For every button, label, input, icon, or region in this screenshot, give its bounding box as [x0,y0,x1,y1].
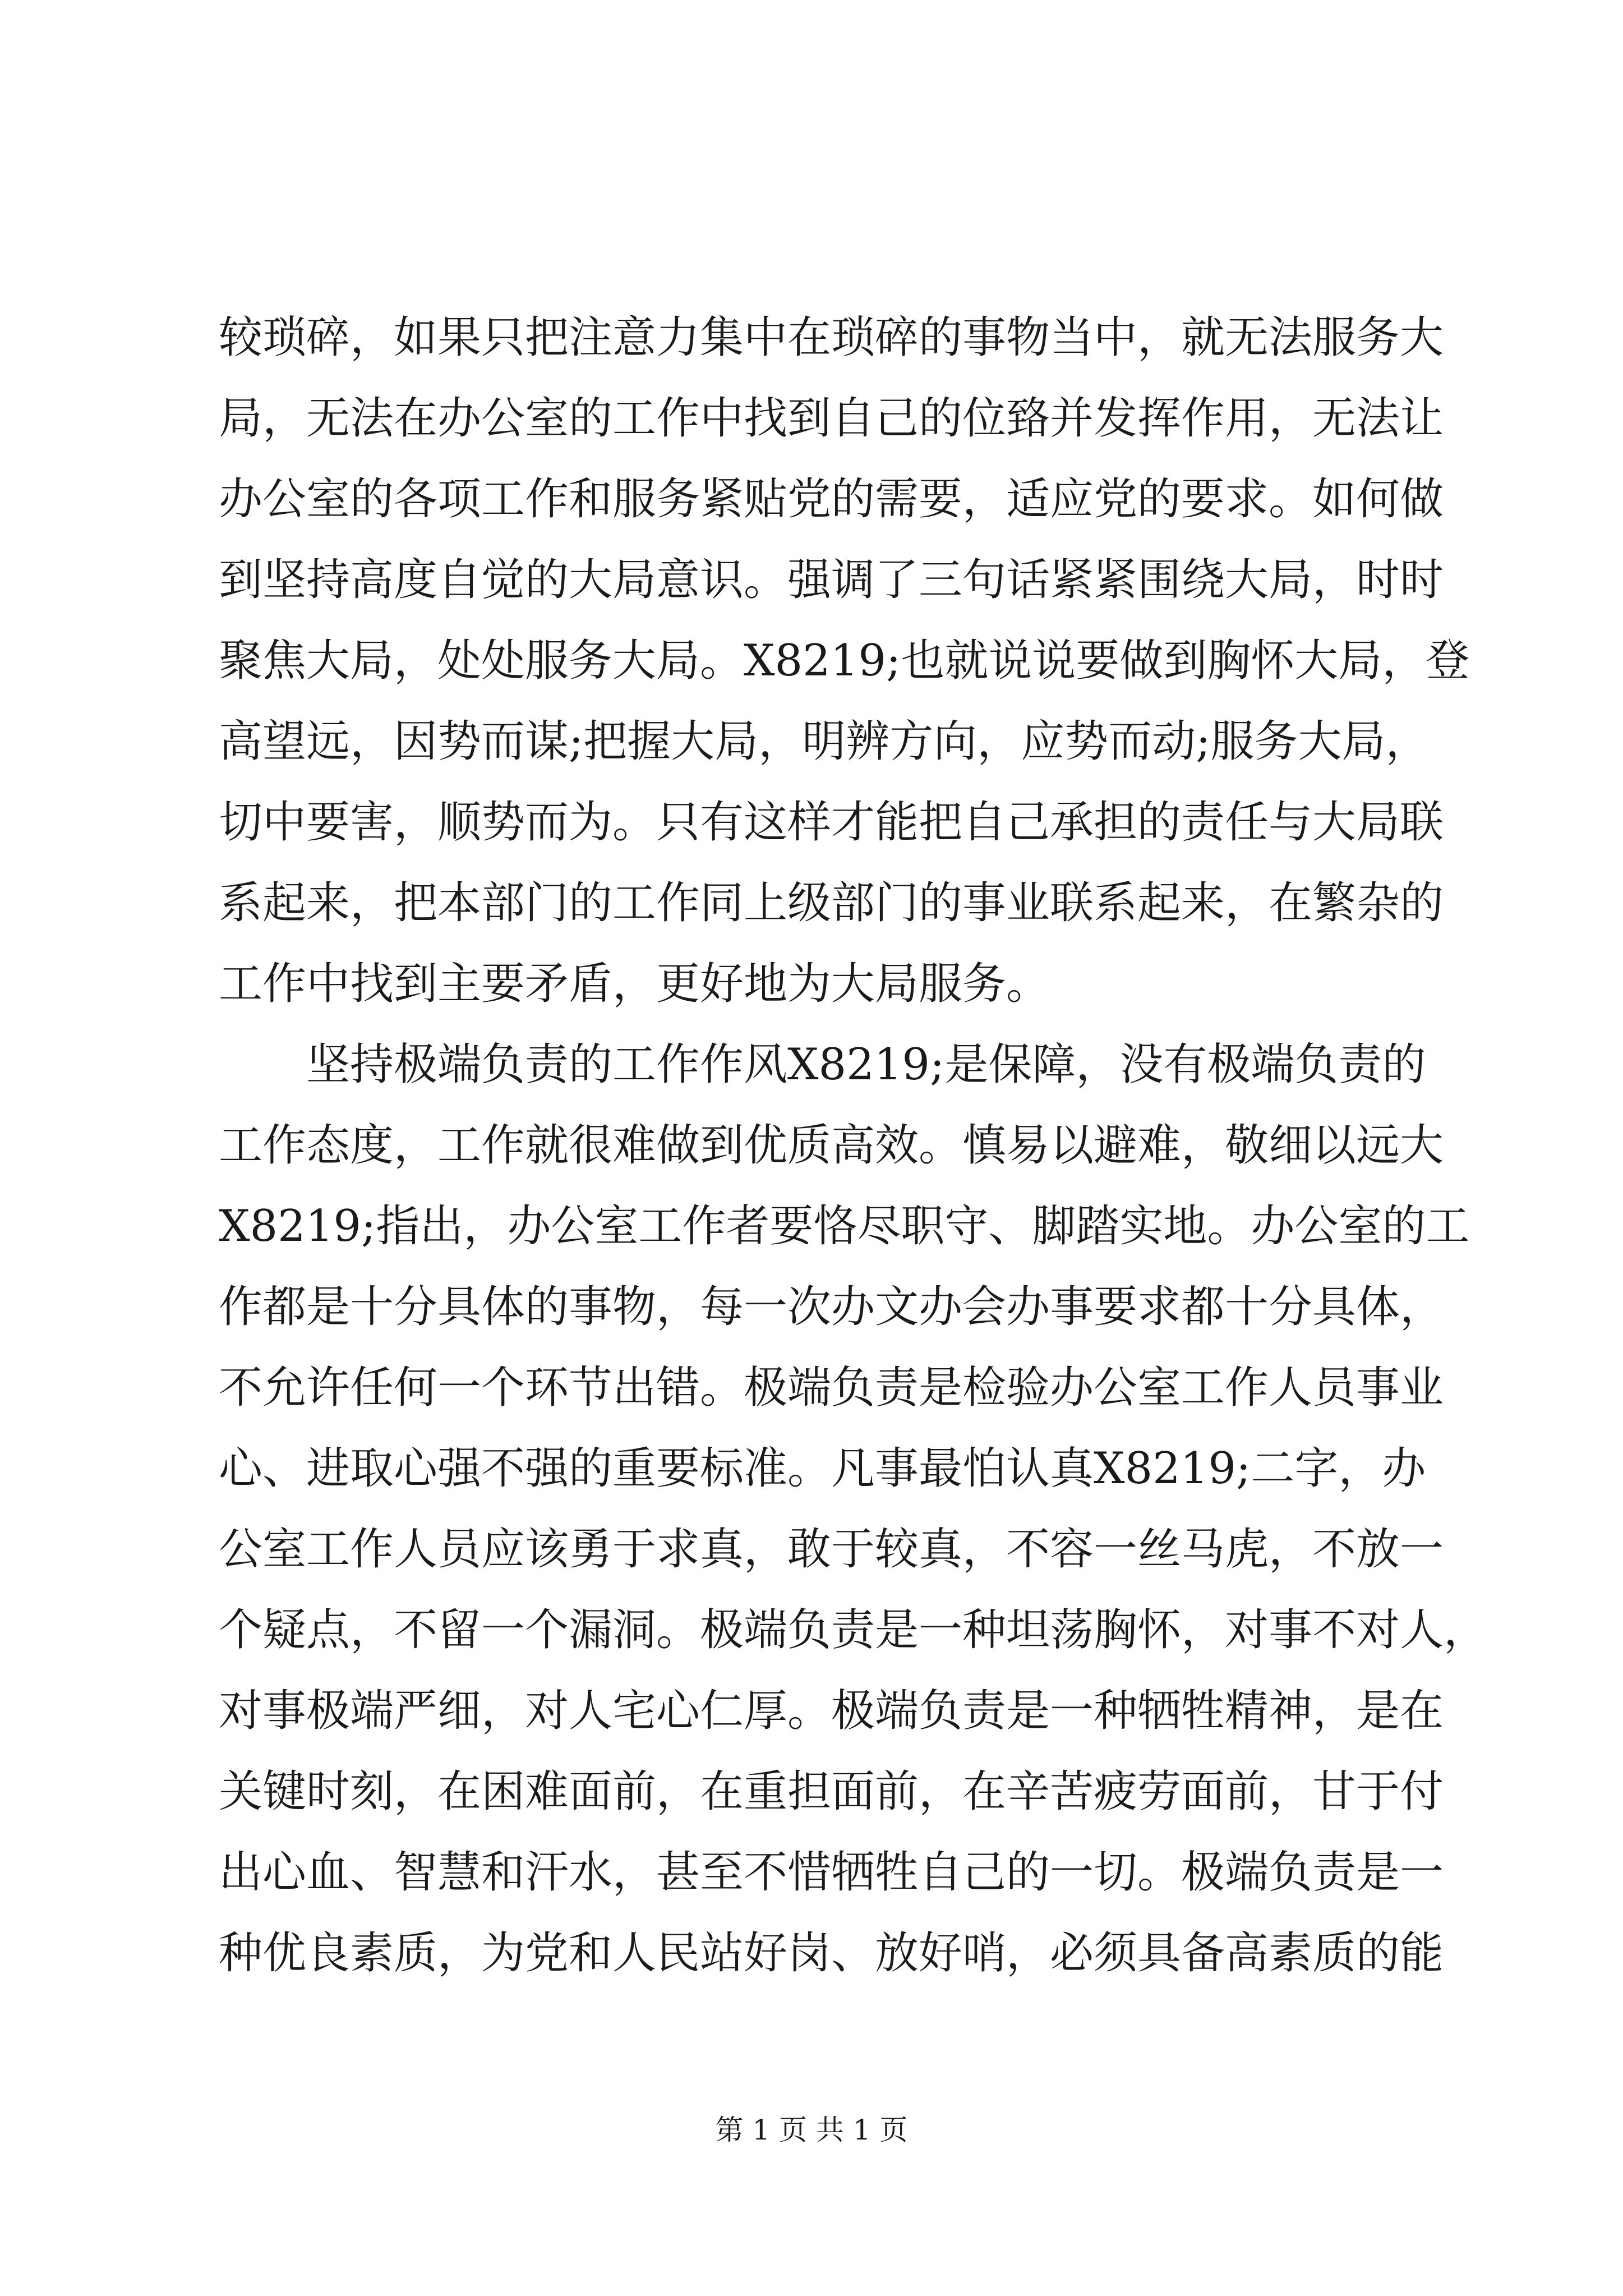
body-line: 工作中找到主要矛盾，更好地为大局服务。 [219,959,1050,1009]
body-line: 系起来，把本部门的工作同上级部门的事业联系起来，在繁杂的 [219,878,1444,928]
body-line: 到坚持高度自觉的大局意识。强调了三句话紧紧围绕大局，时时 [219,555,1444,605]
body-line: 工作态度，工作就很难做到优质高效。慎易以避难，敬细以远大 [219,1120,1444,1171]
body-line: 不允许任何一个环节出错。极端负责是检验办公室工作人员事业 [219,1363,1444,1413]
body-line: 心、进取心强不强的重要标准。凡事最怕认真X8219;二字，办 [219,1443,1426,1494]
body-line: 出心血、智慧和汗水，甚至不惜牺牲自己的一切。极端负责是一 [219,1847,1444,1898]
body-line: 聚焦大局，处处服务大局。X8219;也就说说要做到胸怀大局，登 [219,636,1470,686]
body-line: 作都是十分具体的事物，每一次办文办会办事要求都十分具体， [219,1282,1444,1332]
body-line: 高望远，因势而谋;把握大局，明辨方向，应势而动;服务大局， [219,716,1430,767]
body-line: 对事极端严细，对人宅心仁厚。极端负责是一种牺牲精神，是在 [219,1686,1444,1736]
document-body [219,297,1488,1994]
page-number-footer: 第 1 页 共 1 页 [715,2114,908,2146]
body-line: 办公室的各项工作和服务紧贴党的需要，适应党的要求。如何做 [219,474,1444,524]
body-line: X8219;指出，办公室工作者要恪尽职守、脚踏实地。办公室的工 [219,1201,1470,1251]
body-line: 较琐碎，如果只把注意力集中在琐碎的事物当中，就无法服务大 [219,312,1444,363]
body-line: 关键时刻，在困难面前，在重担面前，在辛苦疲劳面前，甘于付 [219,1766,1444,1817]
body-line: 种优良素质，为党和人民站好岗、放好哨，必须具备高素质的能 [219,1928,1444,1978]
body-line: 切中要害，顺势而为。只有这样才能把自己承担的责任与大局联 [219,797,1444,848]
body-line: 个疑点，不留一个漏洞。极端负责是一种坦荡胸怀，对事不对人， [219,1605,1488,1655]
body-line: 局，无法在办公室的工作中找到自己的位臵并发挥作用，无法让 [219,393,1444,444]
body-line: 公室工作人员应该勇于求真，敢于较真，不容一丝马虎，不放一 [219,1524,1444,1575]
paragraph-start-line: 坚持极端负责的工作作风X8219;是保障，没有极端负责的 [219,1039,1426,1090]
